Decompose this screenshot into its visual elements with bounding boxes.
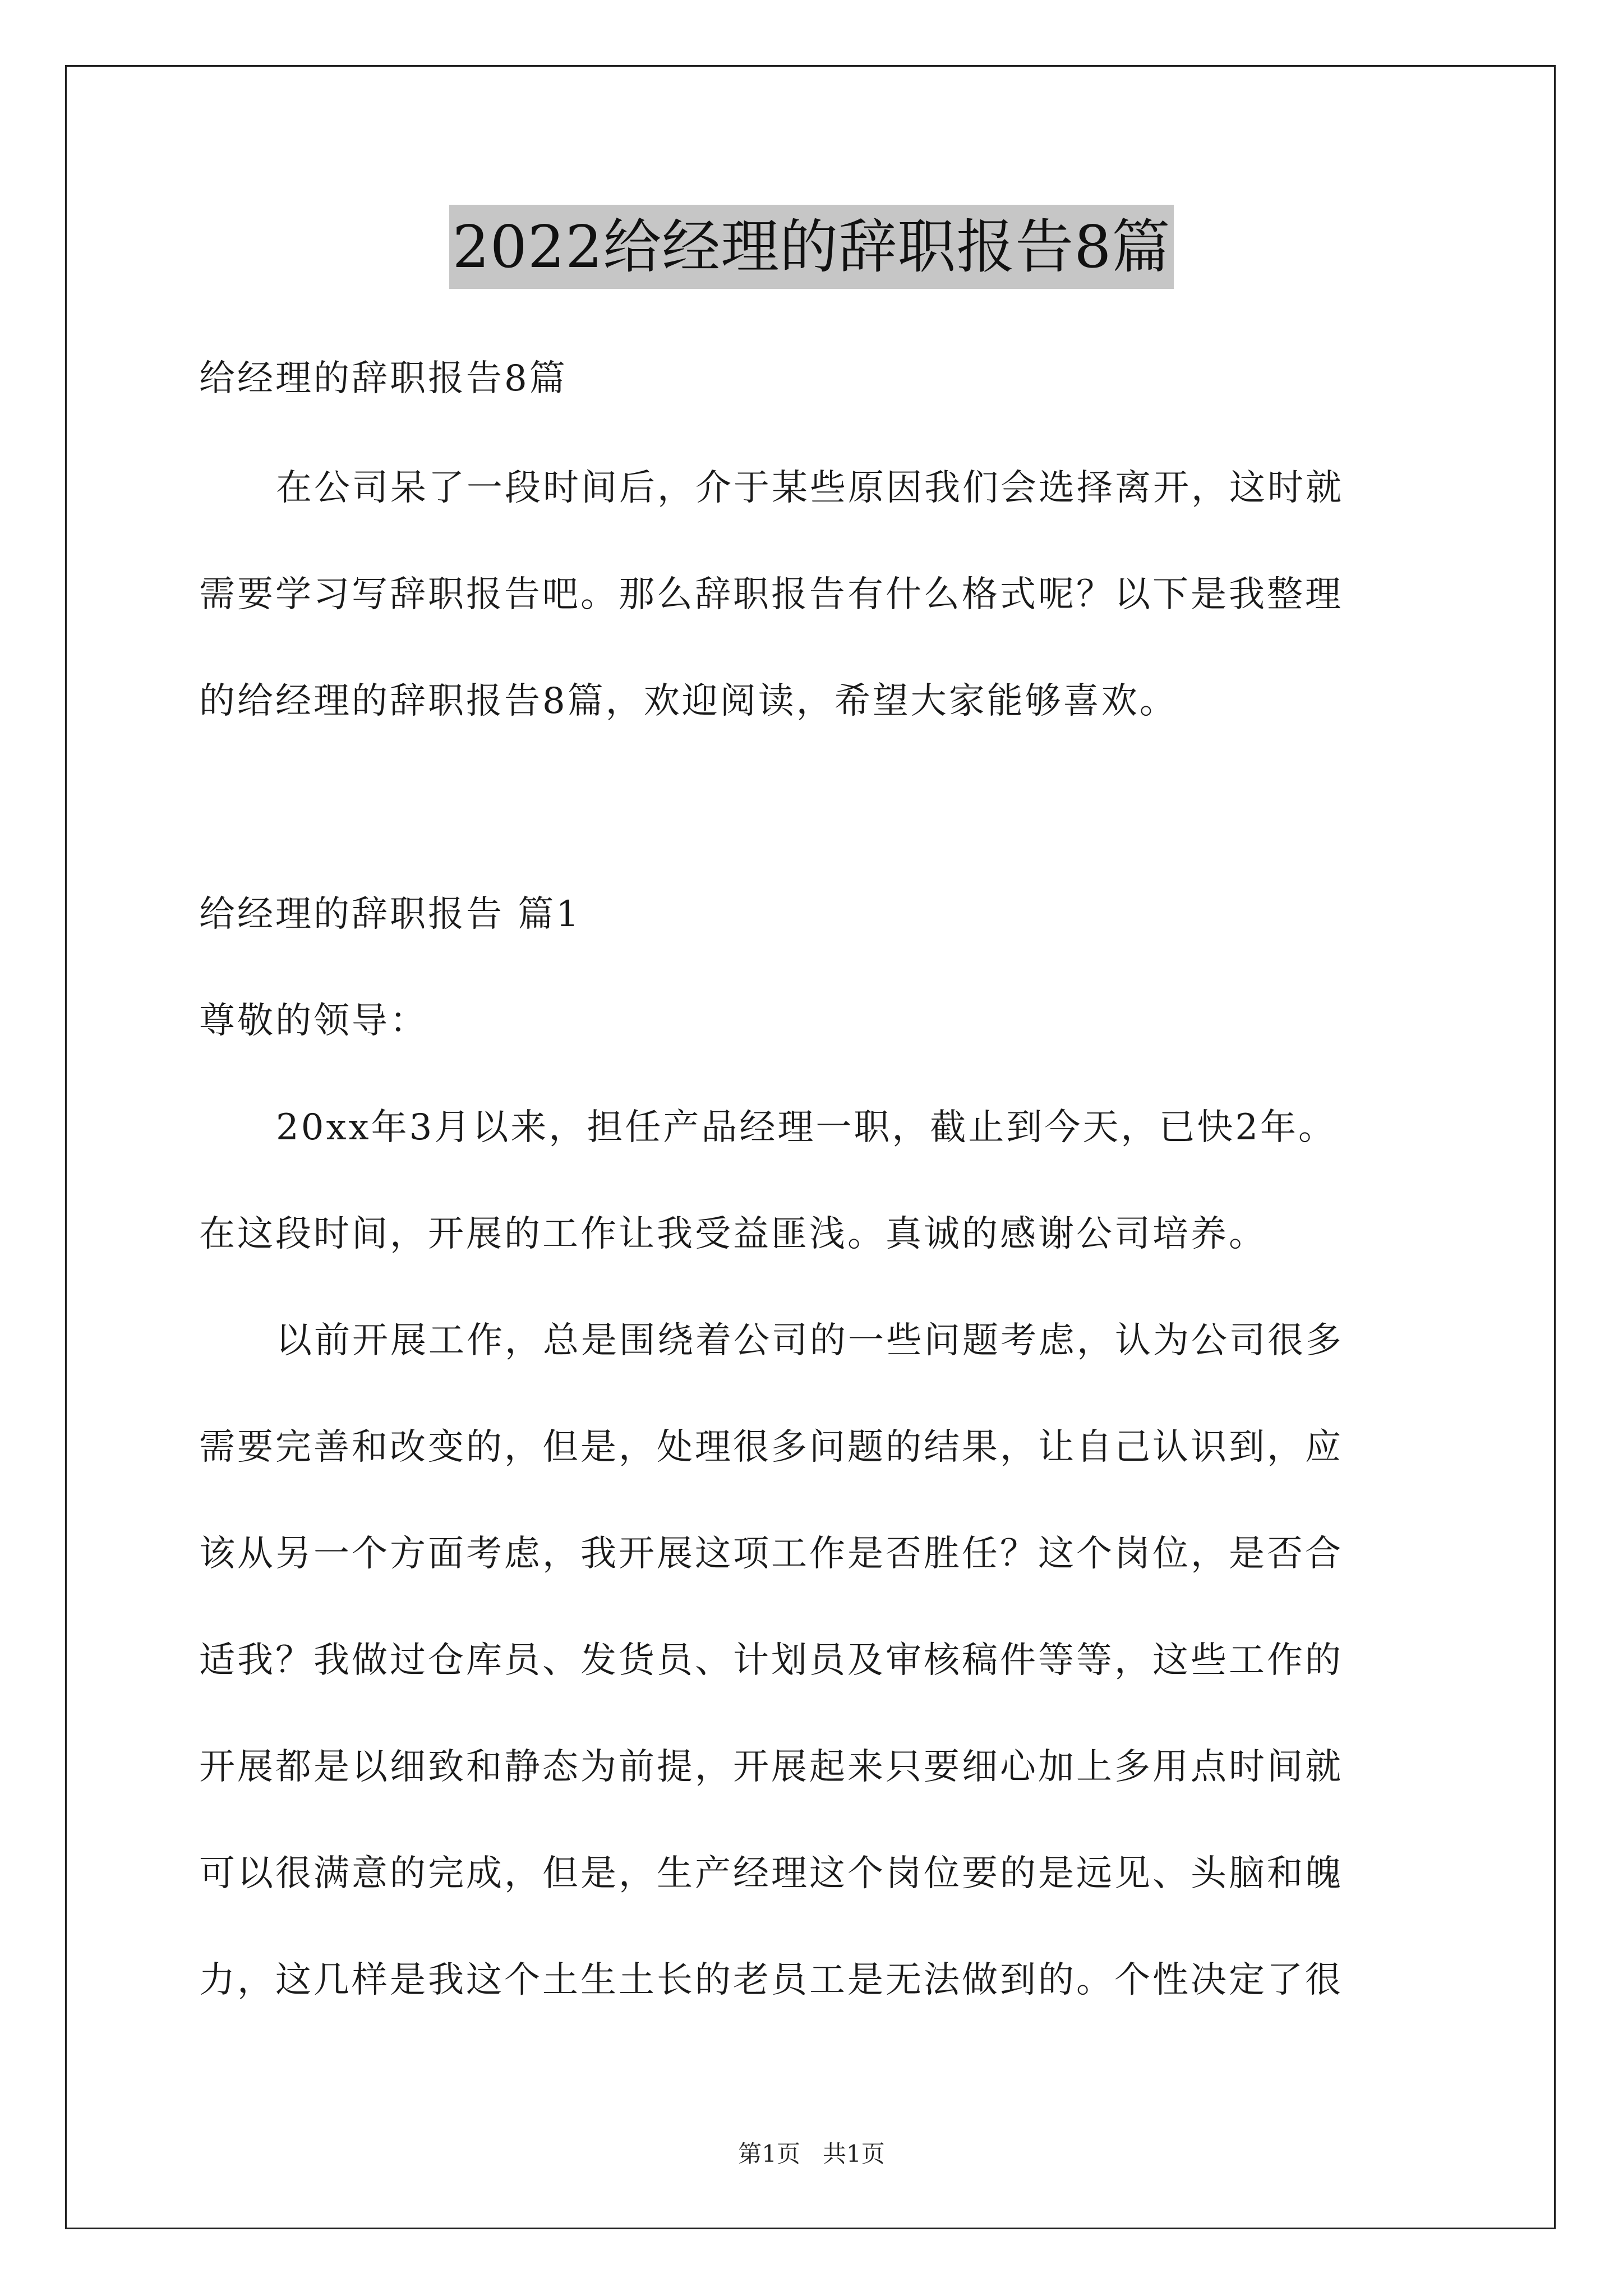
title-container <box>0 205 1623 289</box>
paragraph-line: 开展都是以细致和静态为前提，开展起来只要细心加上多用点时间就 <box>199 1746 1343 1788</box>
intro-line: 在公司呆了一段时间后，介于某些原因我们会选择离开，这时就 <box>276 467 1344 509</box>
document-title: 2022给经理的辞职报告8篇 <box>449 205 1174 289</box>
section-heading: 给经理的辞职报告 篇1 <box>199 894 582 935</box>
intro-line: 的给经理的辞职报告8篇，欢迎阅读，希望大家能够喜欢。 <box>199 680 1178 722</box>
paragraph-line: 可以很满意的完成，但是，生产经理这个岗位要的是远见、头脑和魄 <box>199 1853 1343 1894</box>
paragraph-line: 以前开展工作，总是围绕着公司的一些问题考虑，认为公司很多 <box>276 1320 1344 1361</box>
intro-line: 需要学习写辞职报告吧。那么辞职报告有什么格式呢？以下是我整理 <box>199 574 1343 615</box>
paragraph-line: 适我？我做过仓库员、发货员、计划员及审核稿件等等，这些工作的 <box>199 1640 1343 1681</box>
paragraph-line: 该从另一个方面考虑，我开展这项工作是否胜任？这个岗位，是否合 <box>199 1533 1343 1575</box>
paragraph-line: 力，这几样是我这个土生土长的老员工是无法做到的。个性决定了很 <box>199 1959 1343 2001</box>
paragraph-line: 在这段时间，开展的工作让我受益匪浅。真诚的感谢公司培养。 <box>199 1213 1267 1255</box>
paragraph-line: 需要完善和改变的，但是，处理很多问题的结果，让自己认识到，应 <box>199 1427 1343 1468</box>
document-subtitle: 给经理的辞职报告8篇 <box>199 358 568 399</box>
paragraph-line: 20xx年3月以来，担任产品经理一职，截止到今天，已快2年。 <box>276 1107 1337 1148</box>
page-footer: 第1页 共1页 <box>738 2140 885 2168</box>
salutation: 尊敬的领导： <box>199 1000 428 1042</box>
